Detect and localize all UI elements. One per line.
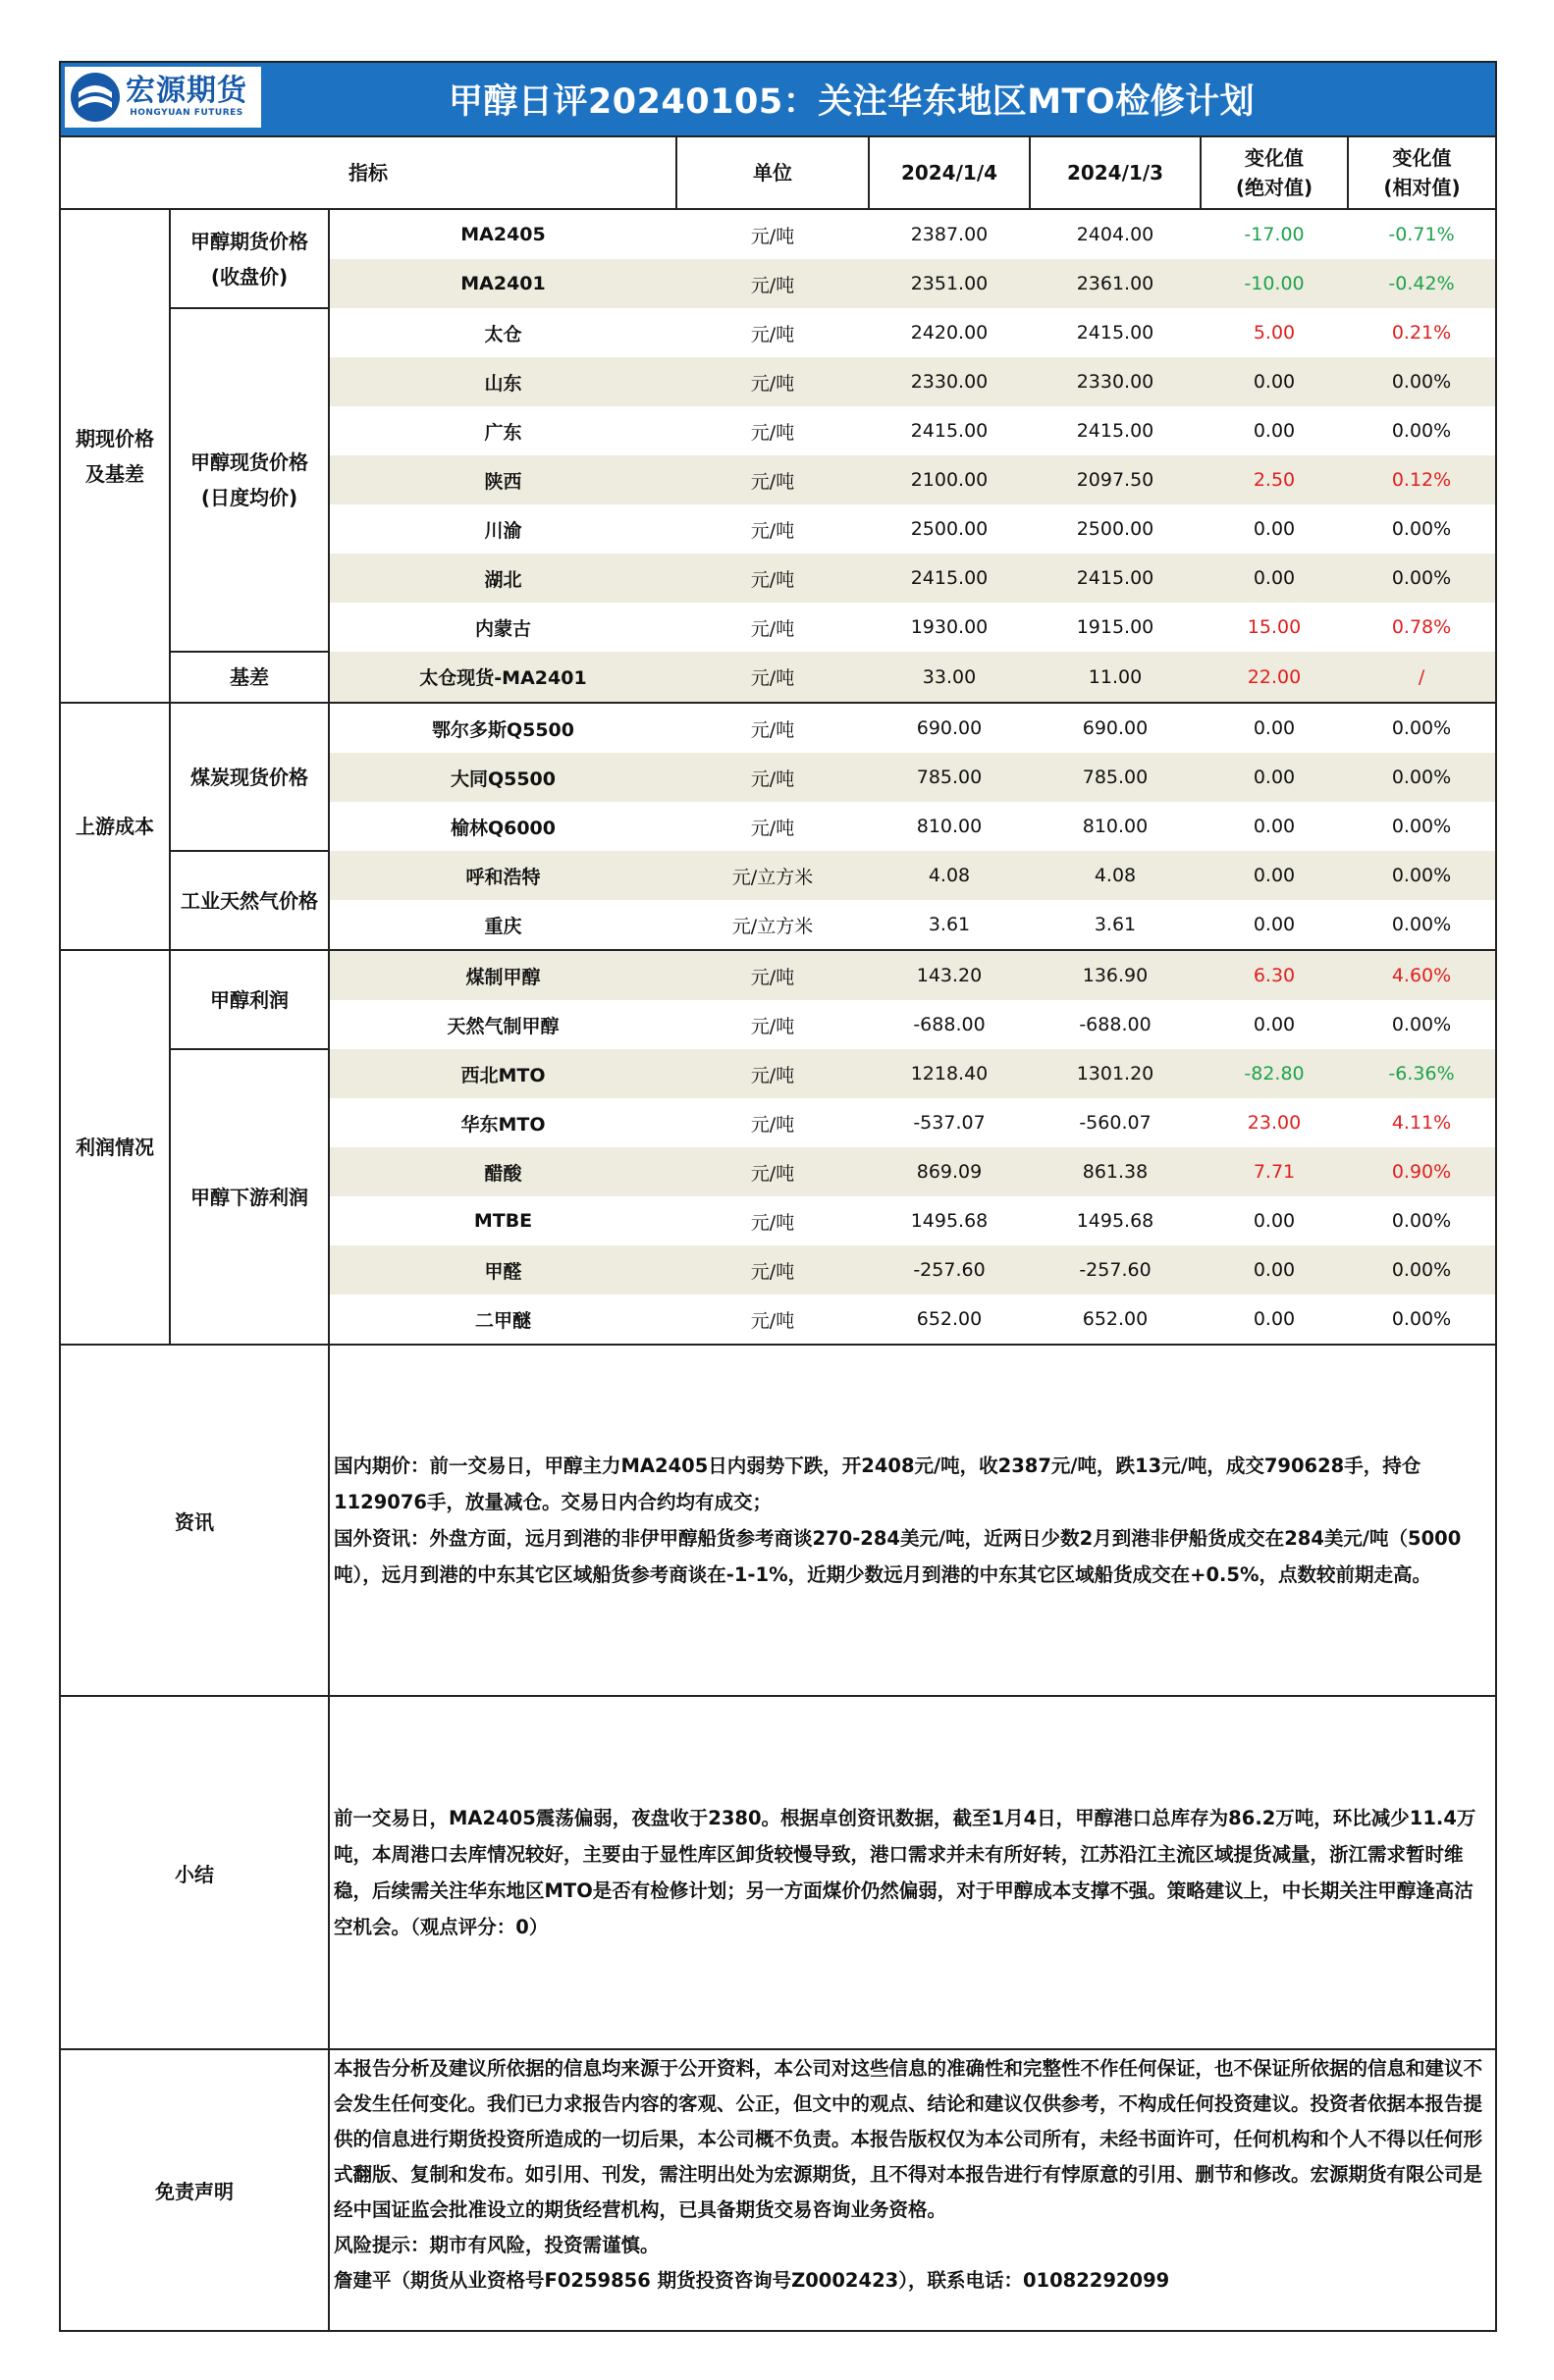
table-row: [60, 308, 1496, 357]
indicator-name: 大同Q5500: [329, 753, 676, 802]
value-date-1: 2100.00: [869, 455, 1030, 504]
change-rel: 0.00%: [1348, 900, 1496, 950]
news-paragraph: 国内期价：前一交易日，甲醇主力MA2405日内弱势下跌，开2408元/吨，收2387元/吨，跌13元/吨，成交790628手，持仓1129076手，放量减仓。交易日内合约均有成交；: [334, 1454, 1421, 1513]
indicator-name: 广东: [484, 421, 522, 444]
column-header-row: [60, 136, 1496, 209]
report-title: 甲醇日评20240105：关注华东地区MTO检修计划: [448, 82, 1256, 122]
risk-warning: 风险提示：期市有风险，投资需谨慎。: [334, 2234, 660, 2256]
change-rel: 0.00%: [1348, 753, 1496, 802]
analyst-contact: 詹建平（期货从业资格号F0259856 期货投资咨询号Z0002423），联系电话：01082292099: [334, 2269, 1170, 2292]
change-abs: 0.00: [1253, 1210, 1296, 1232]
subcategory-label: 甲醇期货价格 (收盘价): [170, 209, 329, 308]
subcategory-label: 基差: [170, 652, 329, 703]
company-logo: [65, 67, 261, 128]
value-date-2: 2330.00: [1030, 357, 1201, 406]
unit-cell: 元/吨: [676, 357, 869, 406]
change-abs: 0.00: [1201, 554, 1348, 603]
change-abs: 22.00: [1201, 652, 1348, 703]
value-date-2: 690.00: [1082, 717, 1149, 739]
unit-cell: 元/吨: [676, 753, 869, 802]
news-paragraph: 国外资讯：外盘方面，远月到港的非伊甲醇船货参考商谈270-284美元/吨，近两日少数2月到港非伊船货成交在284美元/吨（5000吨），远月到港的中东其它区域船货参考商谈在-1-1%，近期少数远月到港的中东其它区域船货成交在+0.5%，点数较前期走高。: [334, 1527, 1462, 1586]
subcategory-label: 甲醇现货价格 (日度均价): [170, 308, 329, 652]
value-date-1: 143.20: [869, 950, 1030, 1000]
indicator-name: 天然气制甲醇: [447, 1015, 560, 1037]
change-rel: 0.00%: [1348, 406, 1496, 455]
unit-cell: 元/立方米: [676, 851, 869, 900]
value-date-1: 3.61: [869, 900, 1030, 950]
change-rel: 0.00%: [1348, 504, 1496, 554]
unit-cell: 元/吨: [750, 225, 795, 247]
value-date-2: 2415.00: [1030, 554, 1201, 603]
indicator-name: 太仓现货-MA2401: [329, 652, 676, 703]
change-rel: 0.12%: [1348, 455, 1496, 504]
unit-cell: 元/吨: [750, 519, 795, 542]
summary-content: [329, 1696, 1496, 2049]
subcategory-label: 甲醇利润: [170, 950, 329, 1049]
table-row: [60, 851, 1496, 900]
logo-chinese-name: 宏源期货: [126, 74, 247, 108]
change-rel: 0.00%: [1348, 1196, 1496, 1245]
col-unit: 单位: [676, 136, 869, 209]
value-date-1: 869.09: [869, 1147, 1030, 1196]
value-date-1: 2387.00: [910, 224, 989, 245]
unit-cell: 元/吨: [676, 455, 869, 504]
indicator-name: 重庆: [329, 900, 676, 950]
change-abs: -10.00: [1201, 259, 1348, 308]
unit-cell: 元/吨: [676, 1295, 869, 1345]
col-indicator: 指标: [60, 136, 676, 209]
value-date-1: 2500.00: [910, 518, 989, 540]
change-rel: 0.00%: [1348, 357, 1496, 406]
unit-cell: 元/吨: [676, 554, 869, 603]
value-date-1: 1218.40: [869, 1049, 1030, 1098]
value-date-2: 861.38: [1030, 1147, 1201, 1196]
subcategory-label: 甲醇下游利润: [170, 1049, 329, 1345]
indicator-name: 鄂尔多斯Q5500: [431, 718, 575, 741]
change-abs: 0.00: [1253, 816, 1296, 837]
report-header: [60, 62, 1496, 136]
news-label: 资讯: [60, 1345, 329, 1696]
table-row: [60, 950, 1496, 1000]
unit-cell: 元/吨: [750, 718, 795, 741]
col-change-rel: 变化值 (相对值): [1348, 136, 1496, 209]
disclaimer-paragraph: 本报告分析及建议所依据的信息均来源于公开资料，本公司对这些信息的准确性和完整性不作任何保证，也不保证所依据的信息和建议不会发生任何变化。我们已力求报告内容的客观、公正，但文中的观点、结论和建议仅供参考，不构成任何投资建议。投资者依据本报告提供的信息进行期货投资所造成的一切后果，本公司概不负责。本报告版权仅为本公司所有，未经书面许可，任何机构和个人不得以任何形式翻版、复制和发布。如引用、刊发，需注明出处为宏源期货，且不得对本报告进行有悖原意的引用、删节和修改。宏源期货有限公司是经中国证监会批准设立的期货经营机构，已具备期货交易咨询业务资格。: [334, 2057, 1483, 2221]
table-row: [60, 652, 1496, 703]
change-rel: 0.00%: [1348, 1000, 1496, 1049]
col-date-2: 2024/1/3: [1030, 136, 1201, 209]
unit-cell: 元/吨: [750, 1211, 795, 1234]
change-abs: 2.50: [1201, 455, 1348, 504]
change-abs: 0.00: [1201, 1295, 1348, 1345]
change-abs: 0.00: [1201, 753, 1348, 802]
summary-paragraph: 前一交易日，MA2405震荡偏弱，夜盘收于2380。根据卓创资讯数据，截至1月4日，甲醇港口总库存为86.2万吨，环比减少11.4万吨，本周港口去库情况较好，主要由于显性库区卸货较慢导致，港口需求并未有所好转，江苏沿江主流区域提货减量，浙江需求暂时维稳，后续需关注华东地区MTO是否有检修计划；另一方面煤价仍然偏弱，对于甲醇成本支撑不强。策略建议上，中长期关注甲醇逢高沽空机会。（观点评分：0）: [334, 1807, 1476, 1938]
change-abs: 15.00: [1247, 616, 1302, 638]
unit-cell: 元/吨: [676, 950, 869, 1000]
value-date-1: -688.00: [913, 1014, 986, 1035]
change-rel: -6.36%: [1348, 1049, 1496, 1098]
change-abs: 0.00: [1253, 1014, 1296, 1035]
value-date-1: 652.00: [869, 1295, 1030, 1345]
indicator-name: 呼和浩特: [329, 851, 676, 900]
change-abs: 0.00: [1201, 851, 1348, 900]
indicator-name: MTBE: [473, 1210, 533, 1232]
disclaimer-content: [329, 2049, 1496, 2331]
table-row: [60, 1049, 1496, 1098]
unit-cell: 元/吨: [676, 259, 869, 308]
change-rel: 0.90%: [1348, 1147, 1496, 1196]
value-date-1: 690.00: [916, 717, 983, 739]
value-date-2: 1915.00: [1076, 616, 1154, 638]
value-date-2: 2361.00: [1030, 259, 1201, 308]
unit-cell: 元/吨: [750, 1015, 795, 1037]
value-date-2: 136.90: [1030, 950, 1201, 1000]
change-rel: 4.11%: [1348, 1098, 1496, 1147]
unit-cell: 元/吨: [750, 1113, 795, 1136]
change-rel: 0.78%: [1348, 603, 1496, 652]
value-date-1: 2330.00: [869, 357, 1030, 406]
col-date-1: 2024/1/4: [869, 136, 1030, 209]
text-sections: [59, 1344, 1497, 2332]
change-rel: 0.21%: [1348, 308, 1496, 357]
change-rel: -0.42%: [1348, 259, 1496, 308]
value-date-2: 1495.68: [1076, 1210, 1154, 1232]
indicator-name: 川渝: [484, 519, 522, 542]
value-date-1: 33.00: [869, 652, 1030, 703]
indicator-name: 太仓: [484, 323, 522, 345]
col-change-abs: 变化值 (绝对值): [1201, 136, 1348, 209]
summary-section: [60, 1696, 1496, 2049]
value-date-2: 652.00: [1030, 1295, 1201, 1345]
indicator-name: MA2405: [460, 224, 546, 245]
change-abs: 0.00: [1253, 420, 1296, 442]
value-date-2: 2415.00: [1076, 420, 1154, 442]
value-date-2: 785.00: [1030, 753, 1201, 802]
change-abs: 0.00: [1253, 518, 1296, 540]
value-date-1: 2415.00: [869, 554, 1030, 603]
value-date-2: -257.60: [1030, 1245, 1201, 1295]
value-date-1: 1495.68: [910, 1210, 989, 1232]
unit-cell: 元/吨: [750, 617, 795, 640]
unit-cell: 元/吨: [676, 1147, 869, 1196]
value-date-2: 2500.00: [1076, 518, 1154, 540]
indicator-name: 甲醛: [329, 1245, 676, 1295]
unit-cell: 元/立方米: [676, 900, 869, 950]
change-abs: 7.71: [1201, 1147, 1348, 1196]
value-date-1: 1930.00: [910, 616, 989, 638]
summary-label: 小结: [60, 1696, 329, 2049]
change-abs: -17.00: [1244, 224, 1305, 245]
indicator-name: 二甲醚: [329, 1295, 676, 1345]
change-rel: 0.00%: [1348, 703, 1496, 753]
indicator-name: 醋酸: [329, 1147, 676, 1196]
change-rel: 4.60%: [1348, 950, 1496, 1000]
indicator-name: 湖北: [329, 554, 676, 603]
value-date-1: 2420.00: [910, 322, 989, 344]
change-abs: 5.00: [1253, 322, 1296, 344]
indicator-name: 西北MTO: [329, 1049, 676, 1098]
value-date-1: 2415.00: [910, 420, 989, 442]
value-date-2: 1301.20: [1030, 1049, 1201, 1098]
change-rel: 0.00%: [1348, 1245, 1496, 1295]
change-rel: 0.00%: [1348, 1295, 1496, 1345]
change-abs: 0.00: [1201, 357, 1348, 406]
value-date-2: 3.61: [1030, 900, 1201, 950]
indicator-name: 榆林Q6000: [450, 817, 557, 839]
change-rel: /: [1348, 652, 1496, 703]
value-date-1: -257.60: [869, 1245, 1030, 1295]
methanol-daily-report: [59, 61, 1495, 2332]
indicator-name: 华东MTO: [460, 1113, 546, 1136]
value-date-1: 4.08: [869, 851, 1030, 900]
change-rel: 0.00%: [1348, 851, 1496, 900]
category-label: 上游成本: [60, 703, 170, 950]
unit-cell: 元/吨: [676, 652, 869, 703]
value-date-2: 2415.00: [1076, 322, 1154, 344]
change-rel: 0.00%: [1348, 802, 1496, 851]
logo-english-name: HONGYUAN FUTURES: [130, 108, 243, 118]
value-date-2: -688.00: [1079, 1014, 1152, 1035]
unit-cell: 元/吨: [676, 1049, 869, 1098]
category-label: 期现价格 及基差: [60, 209, 170, 703]
table-row: [60, 703, 1496, 753]
disclaimer-label: 免责声明: [60, 2049, 329, 2331]
change-rel: -0.71%: [1348, 209, 1496, 259]
report-table: [59, 61, 1497, 1346]
value-date-2: 11.00: [1030, 652, 1201, 703]
change-abs: 0.00: [1201, 1245, 1348, 1295]
value-date-2: 2404.00: [1076, 224, 1154, 245]
indicator-name: 煤制甲醇: [329, 950, 676, 1000]
unit-cell: 元/吨: [750, 817, 795, 839]
unit-cell: 元/吨: [750, 421, 795, 444]
value-date-1: 785.00: [869, 753, 1030, 802]
value-date-2: 2097.50: [1030, 455, 1201, 504]
change-abs: 0.00: [1253, 717, 1296, 739]
disclaimer-section: [60, 2049, 1496, 2331]
indicator-name: 山东: [329, 357, 676, 406]
value-date-2: 4.08: [1030, 851, 1201, 900]
indicator-name: 陕西: [329, 455, 676, 504]
indicator-name: MA2401: [329, 259, 676, 308]
news-section: [60, 1345, 1496, 1696]
change-rel: 0.00%: [1348, 554, 1496, 603]
table-row: [60, 209, 1496, 259]
change-abs: 0.00: [1201, 900, 1348, 950]
subcategory-label: 工业天然气价格: [170, 851, 329, 950]
change-abs: -82.80: [1201, 1049, 1348, 1098]
indicator-name: 内蒙古: [474, 617, 531, 640]
news-content: [329, 1345, 1496, 1696]
value-date-2: -560.07: [1079, 1112, 1152, 1134]
value-date-1: -537.07: [913, 1112, 986, 1134]
change-abs: 6.30: [1201, 950, 1348, 1000]
value-date-1: 810.00: [916, 816, 983, 837]
hongyuan-logo-icon: [69, 71, 122, 124]
change-abs: 23.00: [1247, 1112, 1302, 1134]
unit-cell: 元/吨: [750, 323, 795, 345]
subcategory-label: 煤炭现货价格: [170, 703, 329, 851]
category-label: 利润情况: [60, 950, 170, 1345]
unit-cell: 元/吨: [676, 1245, 869, 1295]
value-date-1: 2351.00: [869, 259, 1030, 308]
value-date-2: 810.00: [1082, 816, 1149, 837]
